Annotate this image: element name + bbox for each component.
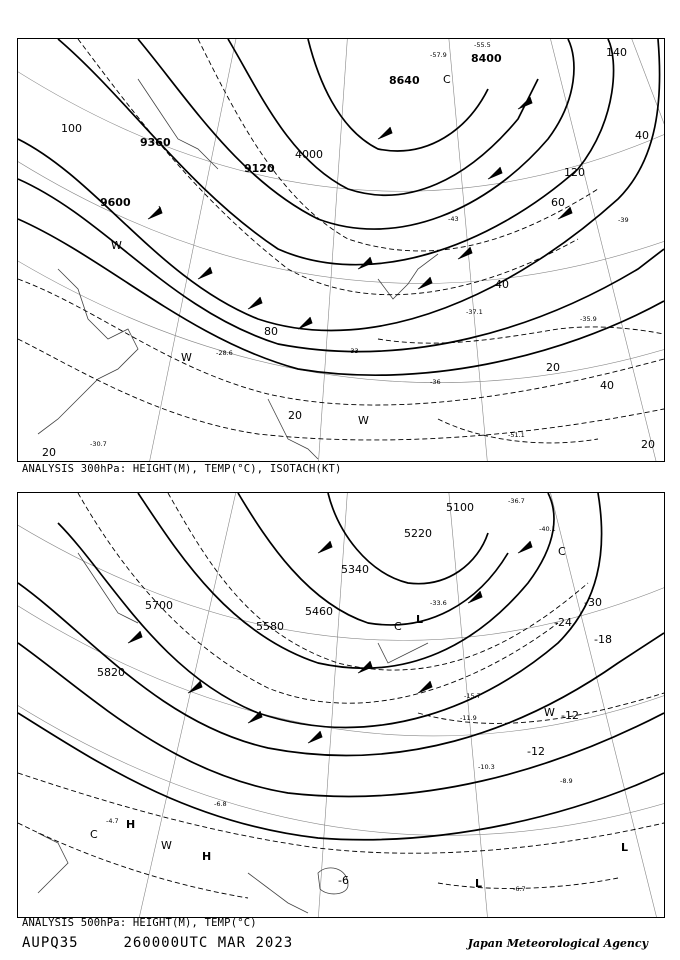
height-label-8640: 8640 (389, 74, 420, 87)
warm-center-marker: W (358, 414, 369, 427)
chart-identifier (22, 935, 293, 951)
height-label-5340: 5340 (341, 563, 369, 576)
cold-center-marker: C (443, 73, 451, 86)
temp-contour-label: -18 (594, 633, 612, 646)
chart-code: AUPQ35 (22, 935, 79, 951)
isotach-label: 20 (546, 361, 560, 374)
isotach-label: 40 (600, 379, 614, 392)
agency-name: Japan Meteorological Agency (467, 937, 648, 950)
temp-contour-label: -24 (554, 616, 572, 629)
cold-center-marker: C (90, 828, 98, 841)
map-500hpa-svg (18, 493, 664, 917)
temp-label: -51.1 (508, 431, 525, 439)
temp-label: -4.7 (106, 817, 119, 825)
temp-contour-label: -6 (338, 874, 349, 887)
height-label-9600: 9600 (100, 196, 131, 209)
high-pressure-center: H (202, 850, 212, 863)
height-label-5820: 5820 (97, 666, 125, 679)
temp-label: -6.7 (513, 885, 526, 893)
temp-label: -43 (448, 215, 459, 223)
temp-label: -8.9 (560, 777, 573, 785)
temp-contour-label: -30 (584, 596, 602, 609)
high-pressure-center: H (126, 818, 136, 831)
isotach-label: 140 (606, 46, 627, 59)
wind-barbs (128, 541, 532, 743)
temp-label: -36 (430, 378, 441, 386)
low-pressure-center: L (621, 841, 629, 854)
isotach-label: 60 (551, 196, 565, 209)
warm-center-marker: W (181, 351, 192, 364)
height-label-5580: 5580 (256, 620, 284, 633)
isotach-label: 80 (264, 325, 278, 338)
caption-300hpa: ANALYSIS 300hPa: HEIGHT(M), TEMP(°C), ISOTACH(KT) (22, 463, 342, 475)
map-300hpa-svg (18, 39, 664, 461)
isotach-label: 120 (564, 166, 585, 179)
height-label-4000: 4000 (295, 148, 323, 161)
analysis-300hpa-map (17, 38, 665, 462)
coastline (38, 79, 438, 459)
temp-label: -40.1 (539, 525, 556, 533)
temp-label: -37.1 (466, 308, 483, 316)
temp-label: -35.9 (580, 315, 597, 323)
height-label-5220: 5220 (404, 527, 432, 540)
isotach-label: 100 (61, 122, 82, 135)
temp-label: -6.8 (214, 800, 227, 808)
temp-label: -11.9 (460, 714, 477, 722)
temp-label: -33.6 (430, 599, 447, 607)
isotach-label: 20 (288, 409, 302, 422)
isotach-label: 20 (641, 438, 655, 451)
temp-label: -55.5 (474, 41, 491, 49)
height-label-8400: 8400 (471, 52, 502, 65)
caption-500hpa: ANALYSIS 500hPa: HEIGHT(M), TEMP(°C) (22, 917, 257, 929)
cold-center-marker: C (558, 545, 566, 558)
valid-time: 260000UTC MAR 2023 (123, 935, 294, 951)
warm-center-marker: W (544, 706, 555, 719)
height-label-9360: 9360 (140, 136, 171, 149)
temp-label: -33 (348, 347, 359, 355)
isotach-label: 40 (495, 278, 509, 291)
temp-label: -36.7 (508, 497, 525, 505)
cold-center-marker: C (394, 620, 402, 633)
temp-label: -15.7 (464, 692, 481, 700)
temp-label: -57.9 (430, 51, 447, 59)
temp-contour-label: -12 (527, 745, 545, 758)
warm-center-marker: W (111, 239, 122, 252)
low-pressure-center: L (416, 613, 424, 626)
temp-label: -39 (618, 216, 629, 224)
graticule (18, 493, 664, 917)
temp-label: -30.7 (90, 440, 107, 448)
height-label-5100: 5100 (446, 501, 474, 514)
height-label-5460: 5460 (305, 605, 333, 618)
isotach-label: 40 (635, 129, 649, 142)
temp-label: -28.6 (216, 349, 233, 357)
height-label-5700: 5700 (145, 599, 173, 612)
analysis-500hpa-map (17, 492, 665, 918)
temp-label: -10.3 (478, 763, 495, 771)
warm-center-marker: W (161, 839, 172, 852)
low-pressure-center: L (475, 877, 483, 890)
isotach-label: 20 (42, 446, 56, 459)
height-label-9120: 9120 (244, 162, 275, 175)
temp-contour-label: -12 (561, 709, 579, 722)
